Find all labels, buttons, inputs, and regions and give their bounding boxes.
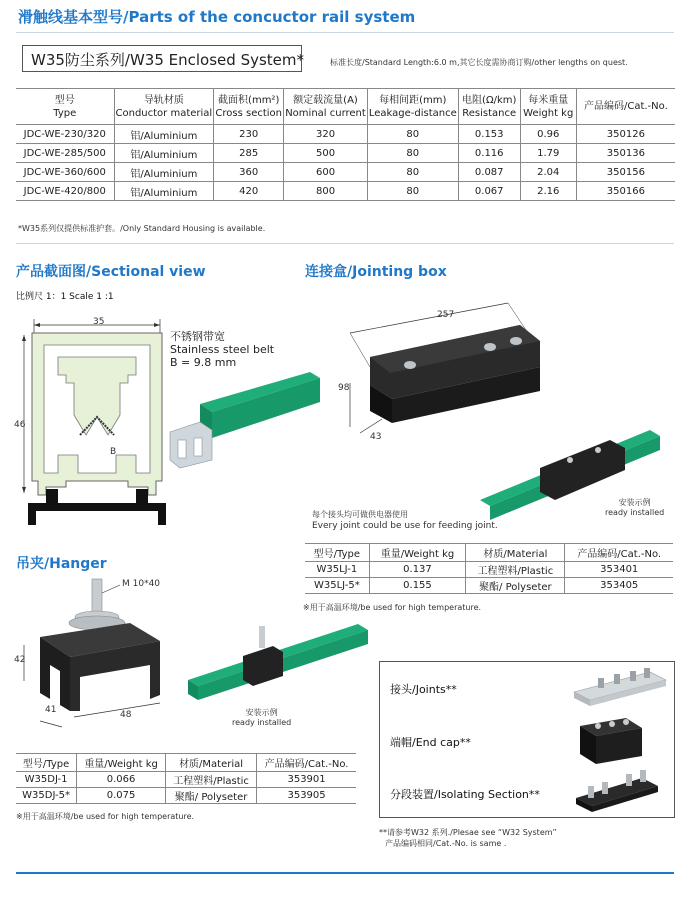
hanger-dim-depth: 41 [45, 705, 57, 715]
spec-row [16, 163, 675, 182]
accessories-note-line1: **请参考W32 系列./Plesae see “W32 System” [379, 828, 557, 837]
table-cell: JDC-WE-420/800 [16, 182, 114, 201]
table-cell: 铝/Aluminium [114, 144, 214, 163]
joint-dim-length: 257 [437, 310, 455, 320]
table-cell: 0.116 [458, 144, 520, 163]
hanger-table [16, 753, 356, 804]
table-cell: 2.04 [520, 163, 576, 182]
table-cell: W35DJ-5* [16, 788, 77, 804]
col-cross-section: 截面积(mm²) Cross section [214, 89, 284, 125]
table-cell: 铝/Aluminium [114, 125, 214, 144]
spec-row [16, 125, 675, 144]
table-header-cell: 重量/Weight kg [369, 544, 466, 562]
col-resistance: 电阻(Ω/km) Resistance [458, 89, 520, 125]
hanger-installed-illustration [188, 620, 368, 710]
table-cell: 0.067 [458, 182, 520, 201]
housing-note: *W35系列仅提供标准护套。/Only Standard Housing is available. [18, 224, 266, 233]
divider [16, 32, 674, 33]
table-cell: 聚酯/ Polyseter [165, 788, 256, 804]
table-cell: 80 [367, 163, 458, 182]
b-label: B [110, 447, 117, 457]
feed-note-cn: 每个接头均可做供电器使用 [312, 510, 408, 519]
scale-label: 比例尺 1：1 Scale 1 :1 [16, 292, 114, 302]
table-cell: 360 [214, 163, 284, 182]
table-cell: 0.155 [369, 578, 466, 594]
table-cell: 285 [214, 144, 284, 163]
table-cell: W35DJ-1 [16, 772, 77, 788]
hanger-dim-height: 42 [14, 655, 26, 665]
table-cell: 353401 [565, 562, 673, 578]
end-cap-label: 端帽/End cap** [390, 736, 471, 749]
bottom-rule [16, 872, 674, 874]
page-title: 滑触线基本型号/Parts of the concuctor rail system [18, 8, 416, 26]
table-header-cell: 型号/Type [305, 544, 369, 562]
table-cell: W35LJ-1 [305, 562, 369, 578]
table-cell: 0.075 [77, 788, 166, 804]
table-cell: 350156 [576, 163, 675, 182]
table-cell: 420 [214, 182, 284, 201]
hanger-note: ※用于高温环境/be used for high temperature. [16, 812, 195, 821]
accessories-note-line2: 产品编码相同/Cat.-No. is same . [385, 839, 507, 848]
table-cell: 0.137 [369, 562, 466, 578]
col-type: 型号 Type [16, 89, 114, 125]
jointing-table-header [305, 544, 673, 562]
table-cell: 350166 [576, 182, 675, 201]
table-cell: 353405 [565, 578, 673, 594]
table-cell: W35LJ-5* [305, 578, 369, 594]
table-cell: 聚酯/ Polyseter [466, 578, 565, 594]
table-cell: 铝/Aluminium [114, 182, 214, 201]
spec-table-header [16, 89, 675, 125]
table-header-cell: 材质/Material [466, 544, 565, 562]
belt-cn: 不锈钢带宽 [170, 330, 225, 343]
joints-image [570, 668, 670, 708]
spec-row [16, 182, 675, 201]
table-header-cell: 产品编码/Cat.-No. [257, 754, 356, 772]
table-cell: 800 [284, 182, 368, 201]
col-material: 导轨材质 Conductor material [114, 89, 214, 125]
joints-label: 接头/Joints** [390, 683, 457, 696]
table-cell: 1.79 [520, 144, 576, 163]
dim-width-label: 35 [93, 317, 105, 327]
table-cell: 铝/Aluminium [114, 163, 214, 182]
table-cell: 230 [214, 125, 284, 144]
table-cell: JDC-WE-360/600 [16, 163, 114, 182]
isolating-section-image [572, 770, 662, 814]
table-cell: 353905 [257, 788, 356, 804]
belt-note [170, 330, 274, 369]
system-name-box: W35防尘系列/W35 Enclosed System* [22, 45, 302, 72]
table-header-cell: 重量/Weight kg [77, 754, 166, 772]
hanger-row [16, 788, 356, 804]
table-cell: 80 [367, 125, 458, 144]
accessories-note [379, 827, 557, 849]
hanger-heading: 吊夹/Hanger [16, 556, 107, 572]
joint-dim-depth: 43 [370, 432, 382, 442]
table-header-cell: 产品编码/Cat.-No. [565, 544, 673, 562]
table-cell: 80 [367, 182, 458, 201]
col-cat-no: 产品编码/Cat.-No. [576, 89, 675, 125]
table-cell: 2.16 [520, 182, 576, 201]
hanger-dim-width: 48 [120, 710, 132, 720]
spec-table [16, 88, 675, 201]
joint-installed-label: 安装示例 ready installed [605, 498, 665, 517]
table-cell: JDC-WE-230/320 [16, 125, 114, 144]
table-cell: 工程塑料/Plastic [165, 772, 256, 788]
standard-length-note: 标准长度/Standard Length:6.0 m,其它长度需协商订购/other lengths on quest. [330, 58, 628, 67]
table-cell: 工程塑料/Plastic [466, 562, 565, 578]
end-cap-image [576, 712, 646, 766]
col-nominal-current: 额定载流量(A) Nominal current [284, 89, 368, 125]
table-cell: 80 [367, 144, 458, 163]
feed-note-en: Every joint could be use for feeding joint. [312, 521, 498, 531]
table-cell: 600 [284, 163, 368, 182]
rail-illustration [160, 372, 320, 472]
divider [16, 243, 674, 244]
table-cell: 353901 [257, 772, 356, 788]
belt-b: B = 9.8 mm [170, 356, 237, 369]
jointing-row [305, 562, 673, 578]
isolating-section-label: 分段装置/Isolating Section** [390, 788, 540, 801]
table-cell: 0.153 [458, 125, 520, 144]
table-cell: 350136 [576, 144, 675, 163]
hanger-drawing [10, 575, 190, 735]
table-cell: 0.087 [458, 163, 520, 182]
table-cell: 0.066 [77, 772, 166, 788]
bolt-label: M 10*40 [122, 579, 161, 589]
sectional-view-heading: 产品截面图/Sectional view [16, 264, 206, 280]
hanger-row [16, 772, 356, 788]
jointing-note: ※用于高温环境/be used for high temperature. [303, 603, 482, 612]
accessories-box [379, 661, 675, 818]
table-cell: 0.96 [520, 125, 576, 144]
hanger-installed-label: 安装示例 ready installed [232, 708, 292, 727]
table-cell: 350126 [576, 125, 675, 144]
table-cell: JDC-WE-285/500 [16, 144, 114, 163]
belt-en: Stainless steel belt [170, 343, 275, 356]
spec-row [16, 144, 675, 163]
table-header-cell: 材质/Material [165, 754, 256, 772]
jointing-table [305, 543, 673, 594]
table-header-cell: 型号/Type [16, 754, 77, 772]
joint-dim-height: 98 [338, 383, 350, 393]
jointing-row [305, 578, 673, 594]
col-leakage-distance: 每相间距(mm) Leakage-distance [367, 89, 458, 125]
hanger-table-header [16, 754, 356, 772]
table-cell: 320 [284, 125, 368, 144]
table-cell: 500 [284, 144, 368, 163]
dim-height-label: 46 [14, 420, 26, 430]
col-weight: 每米重量 Weight kg [520, 89, 576, 125]
jointing-box-heading: 连接盒/Jointing box [305, 264, 447, 280]
